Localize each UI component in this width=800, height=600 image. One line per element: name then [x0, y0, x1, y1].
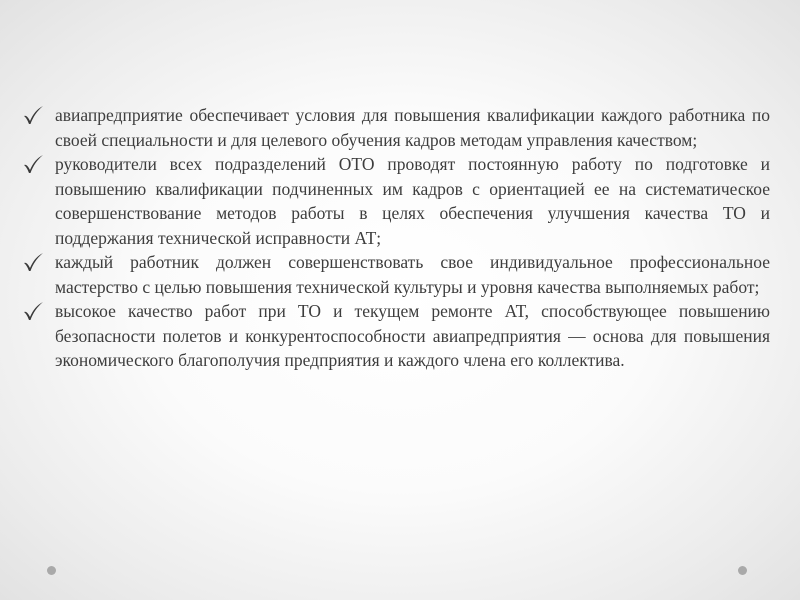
bullet-list	[22, 103, 770, 373]
decorative-dot-left	[47, 566, 56, 575]
bullet-item-4	[22, 299, 770, 373]
slide-content	[22, 103, 770, 373]
checkmark-icon	[22, 105, 44, 125]
checkmark-icon	[22, 154, 44, 174]
bullet-item-1	[22, 103, 770, 152]
decorative-dot-right	[738, 566, 747, 575]
bullet-text: каждый работник должен совершенствовать свое индивидуальное профессиональное мастерство с целью повышения технической культуры и уровня качества выполняемых работ;	[55, 252, 770, 297]
checkmark-icon	[22, 252, 44, 272]
bullet-text: руководители всех подразделений ОТО проводят постоянную работу по подготовке и повышению квалификации подчиненных им кадров с ориентацией ее на систематическое совершенствование методов работы в целях обеспечения улучшения качества ТО и поддержания технической исправности АТ;	[55, 154, 770, 248]
bullet-text: авиапредприятие обеспечивает условия для повышения квалификации каждого работника по своей специальности и для целевого обучения кадров методам управления качеством;	[55, 105, 770, 150]
bullet-item-2	[22, 152, 770, 250]
checkmark-icon	[22, 301, 44, 321]
bullet-text: высокое качество работ при ТО и текущем ремонте АТ, способствующее повышению безопасности полетов и конкурентоспособности авиапредприятия — основа для повышения экономического благополучия предприятия и каждого члена его коллектива.	[55, 301, 770, 370]
bullet-item-3	[22, 250, 770, 299]
